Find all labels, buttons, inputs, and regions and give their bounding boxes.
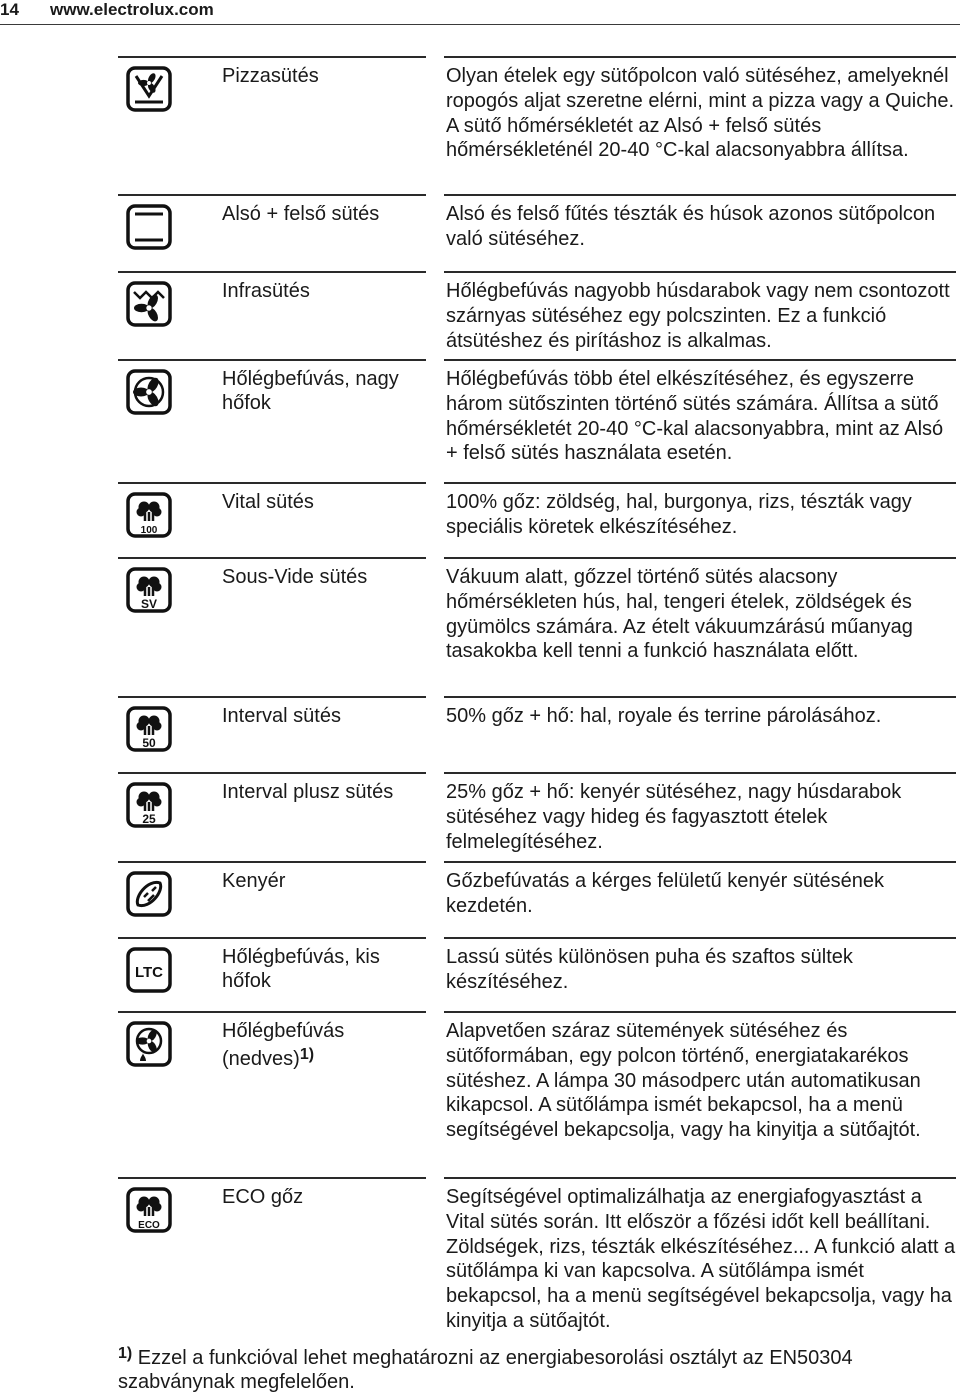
- function-row: [118, 56, 956, 194]
- function-name-text: Hőlégbefúvás, kis hőfok: [222, 946, 380, 992]
- svg-text:ECO: ECO: [138, 1220, 160, 1231]
- function-name: [222, 279, 422, 303]
- footnote-text: Ezzel a funkcióval lehet meghatározni az energiabesorolási osztályt az EN50304 szabványnak megfelelően.: [118, 1347, 853, 1393]
- steam-eco-icon: [126, 1187, 172, 1233]
- function-row: [118, 557, 956, 696]
- function-row: [118, 696, 956, 772]
- turbo-grilling-icon: [126, 281, 172, 327]
- row-divider: [444, 861, 956, 863]
- bread-icon: [126, 871, 172, 917]
- function-name: [222, 704, 422, 728]
- function-row: [118, 937, 956, 1011]
- function-name: [222, 202, 422, 226]
- function-description: 25% gőz + hő: kenyér sütéséhez, nagy húsdarabok sütéséhez vagy hideg és fagyasztott ételek felmelegítéséhez.: [446, 781, 902, 853]
- row-divider: [118, 772, 426, 774]
- row-divider: [444, 56, 956, 58]
- svg-text:100: 100: [140, 525, 158, 536]
- row-divider: [444, 696, 956, 698]
- moist-fan-icon: [126, 1021, 172, 1067]
- function-row: [118, 359, 956, 482]
- row-divider: [444, 482, 956, 484]
- function-row: [118, 861, 956, 937]
- function-row: [118, 772, 956, 861]
- function-name: [222, 367, 422, 415]
- row-divider: [444, 271, 956, 273]
- function-description: 50% gőz + hő: hal, royale és terrine párolásához.: [446, 705, 882, 727]
- pizza-icon: [126, 66, 172, 112]
- row-divider: [444, 1011, 956, 1013]
- sous-vide-icon: [126, 567, 172, 613]
- function-name-text: Interval sütés: [222, 705, 341, 727]
- function-description: Hőlégbefúvás nagyobb húsdarabok vagy nem csontozott szárnyas sütéséhez egy polcszinten. Ez a funkció átsütéshez és pirításhoz is alkalmas.: [446, 280, 950, 352]
- row-divider: [118, 271, 426, 273]
- function-name: [222, 1185, 422, 1209]
- function-description: Lassú sütés különösen puha és szaftos sültek készítéséhez.: [446, 946, 853, 993]
- function-name: [222, 490, 422, 514]
- function-description: Olyan ételek egy sütőpolcon való sütéséhez, amelyeknél ropogós aljat szeretne elérni, mint a pizza vagy a Quiche. A sütő hőmérsékletét az Alsó + felső sütés hőmérsékleténél 20-40 °C-kal alacsonyabbra állítsa.: [446, 65, 955, 162]
- function-name: [222, 565, 422, 589]
- page-header: [0, 0, 960, 28]
- steam-100-icon: [126, 492, 172, 538]
- row-divider: [444, 772, 956, 774]
- row-divider: [118, 56, 426, 58]
- row-divider: [118, 482, 426, 484]
- row-divider: [118, 194, 426, 196]
- website-url: www.electrolux.com: [50, 0, 214, 19]
- function-name: [222, 945, 422, 993]
- function-name-text: Hőlégbefúvás, nagy hőfok: [222, 368, 399, 414]
- function-row: [118, 271, 956, 359]
- function-name-text: Vital sütés: [222, 491, 314, 513]
- top-bottom-heat-icon: [126, 204, 172, 250]
- function-row: [118, 1177, 956, 1332]
- row-divider: [444, 194, 956, 196]
- page-number: 14: [0, 0, 19, 19]
- function-description: Hőlégbefúvás több étel elkészítéséhez, és egyszerre három sütőszinten történő sütés számára. Állítsa a sütő hőmérsékletét 20-40 °C-kal alacsonyabbra, mint az Alsó + felső sütés használata esetén.: [446, 368, 944, 465]
- footnote-reference: 1): [299, 1046, 315, 1063]
- header-divider: [0, 24, 960, 25]
- function-name: [222, 64, 422, 88]
- function-name-text: Infrasütés: [222, 280, 310, 302]
- ltc-icon: [126, 947, 172, 993]
- row-divider: [118, 359, 426, 361]
- fan-icon: [126, 369, 172, 415]
- svg-text:50: 50: [142, 736, 156, 750]
- row-divider: [118, 557, 426, 559]
- svg-text:LTC: LTC: [134, 964, 164, 981]
- row-divider: [444, 937, 956, 939]
- function-row: [118, 482, 956, 557]
- row-divider: [118, 696, 426, 698]
- function-description: Vákuum alatt, gőzzel történő sütés alacsony hőmérsékleten hús, hal, tengeri ételek, zöldségek és gyümölcs számára. Az ételt vákuumzárású műanyag tasakokba kell tenni a funkció használata előtt.: [446, 566, 913, 663]
- row-divider: [118, 861, 426, 863]
- row-divider: [444, 557, 956, 559]
- function-row: [118, 1011, 956, 1177]
- row-divider: [118, 937, 426, 939]
- function-name-text: Pizzasütés: [222, 65, 319, 87]
- function-name-text: Alsó + felső sütés: [222, 203, 380, 225]
- steam-50-icon: [126, 706, 172, 752]
- function-name-text: Interval plusz sütés: [222, 781, 394, 803]
- footnote: [118, 1342, 956, 1394]
- function-description: Alapvetően száraz sütemények sütéséhez és sütőformában, egy polcon történő, energiatakarékos sütéshez. A lámpa 30 másodperc után automatikusan kikapcsol. A sütőlámpa ismét bekapcsol, ha a menü segítségével bekapcsolja, vagy ha kinyitja a sütőajtót.: [446, 1020, 921, 1142]
- oven-functions-table: [118, 56, 956, 1332]
- svg-text:25: 25: [142, 812, 156, 826]
- footnote-mark: 1): [118, 1345, 133, 1362]
- row-divider: [118, 1177, 426, 1179]
- row-divider: [118, 1011, 426, 1013]
- function-name: [222, 869, 422, 893]
- function-name-text: Hőlégbefúvás (nedves): [222, 1020, 345, 1070]
- function-name-text: ECO gőz: [222, 1186, 304, 1208]
- function-row: [118, 194, 956, 271]
- svg-text:SV: SV: [140, 597, 158, 611]
- row-divider: [444, 359, 956, 361]
- row-divider: [444, 1177, 956, 1179]
- function-name-text: Kenyér: [222, 870, 286, 892]
- function-name-text: Sous-Vide sütés: [222, 566, 368, 588]
- function-name: [222, 780, 422, 804]
- function-description: Alsó és felső fűtés tészták és húsok azonos sütőpolcon való sütéséhez.: [446, 203, 936, 250]
- function-description: Segítségével optimalizálhatja az energiafogyasztást a Vital sütés során. Itt először a főzési időt kell beállítani. Zöldségek, rizs, tészták elkészítéséhez... A funkció alatt a sütőlámpa ki van kapcsolva. A sütőlámpa ismét bekapcsol, ha a menü segítségével bekapcsolja, vagy ha kinyitja a sütőajtót.: [446, 1186, 956, 1332]
- function-name: [222, 1019, 422, 1071]
- steam-25-icon: [126, 782, 172, 828]
- function-description: Gőzbefúvatás a kérges felületű kenyér sütésének kezdetén.: [446, 870, 885, 917]
- function-description: 100% gőz: zöldség, hal, burgonya, rizs, tészták vagy speciális köretek elkészítéséhez.: [446, 491, 912, 538]
